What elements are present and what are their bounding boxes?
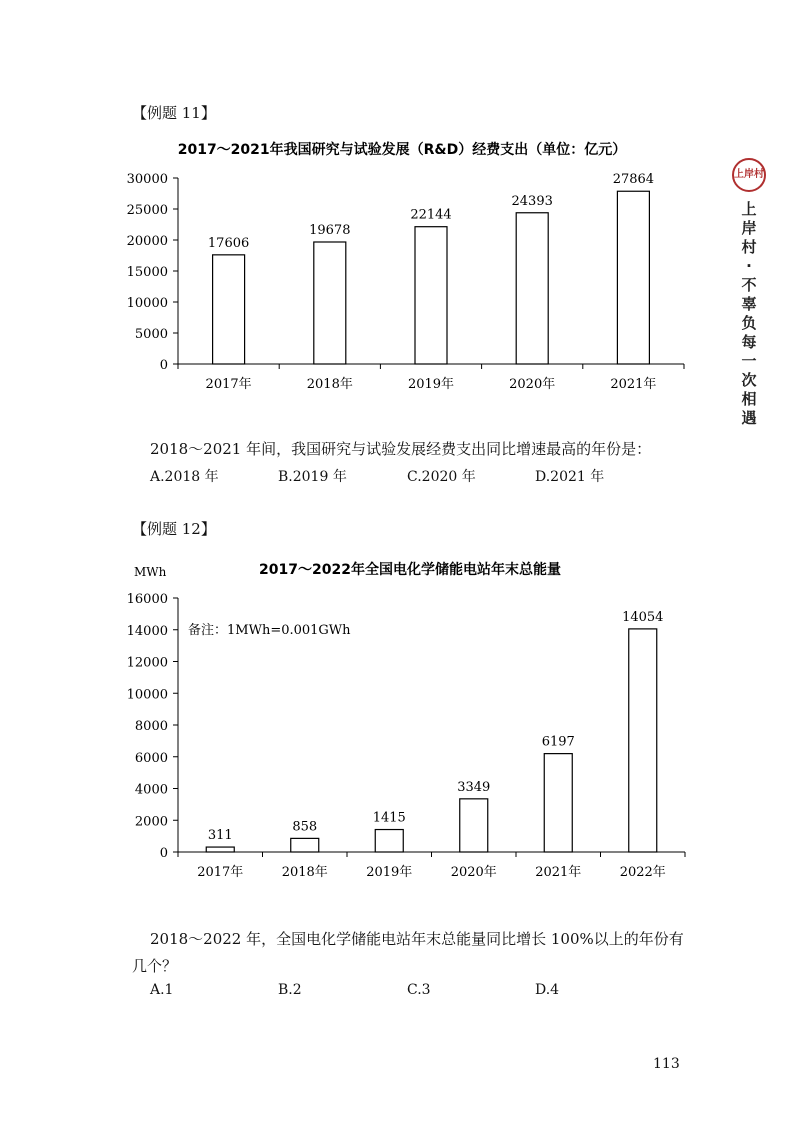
bar-value-label: 1415 bbox=[372, 810, 406, 826]
example-11-option-c[interactable]: C.2020 年 bbox=[407, 469, 476, 485]
bar-value-label: 27864 bbox=[612, 172, 655, 188]
y-tick-label: 2000 bbox=[134, 814, 168, 830]
bar-2020年 bbox=[460, 799, 488, 852]
bar-2018年 bbox=[291, 838, 319, 852]
y-tick-label: 12000 bbox=[126, 655, 168, 671]
bar-value-label: 3349 bbox=[457, 779, 491, 795]
example-12-option-c[interactable]: C.3 bbox=[407, 982, 431, 998]
x-category-label: 2021年 bbox=[610, 377, 657, 392]
bar-value-label: 19678 bbox=[309, 222, 351, 238]
rd-expenditure-chart bbox=[100, 132, 700, 404]
x-category-label: 2022年 bbox=[619, 865, 666, 880]
y-tick-label: 16000 bbox=[126, 592, 168, 607]
bar-2017年 bbox=[206, 847, 234, 852]
y-tick-label: 10000 bbox=[126, 687, 168, 703]
y-tick-label: 30000 bbox=[126, 172, 168, 187]
example-12-option-b[interactable]: B.2 bbox=[278, 982, 302, 998]
bar-2017年 bbox=[213, 255, 245, 364]
bar-2019年 bbox=[375, 830, 403, 852]
bar-value-label: 17606 bbox=[207, 235, 250, 251]
brand-sidebar bbox=[728, 158, 770, 428]
y-tick-label: 20000 bbox=[126, 234, 168, 249]
example-12-question-line2: 几个？ bbox=[132, 957, 178, 975]
x-category-label: 2021年 bbox=[535, 865, 582, 880]
bar-value-label: 858 bbox=[292, 819, 318, 835]
bar-2022年 bbox=[629, 629, 657, 852]
example-12-question-line1: 2018～2022 年，全国电化学储能电站年末总能量同比增长 100%以上的年份有 bbox=[150, 930, 684, 948]
brand-slogan: 上岸村·不辜负每一次相遇 bbox=[741, 200, 757, 427]
example-11-question: 2018～2021 年间，我国研究与试验发展经费支出同比增速最高的年份是： bbox=[150, 440, 652, 458]
energy-storage-chart bbox=[100, 552, 700, 884]
bar-value-label: 22144 bbox=[410, 207, 452, 223]
y-tick-label: 25000 bbox=[126, 203, 168, 218]
y-tick-label: 0 bbox=[159, 846, 168, 861]
x-category-label: 2018年 bbox=[281, 865, 328, 880]
chart1-title: 2017～2021年我国研究与试验发展（R&D）经费支出（单位：亿元） bbox=[177, 142, 627, 158]
example-11-label: 【例题 11】 bbox=[132, 104, 216, 122]
bar-2021年 bbox=[544, 754, 572, 852]
bar-2021年 bbox=[617, 191, 649, 364]
y-tick-label: 0 bbox=[159, 358, 168, 373]
example-12-label: 【例题 12】 bbox=[132, 520, 216, 538]
example-11-option-d[interactable]: D.2021 年 bbox=[535, 469, 605, 485]
x-category-label: 2019年 bbox=[407, 377, 455, 392]
chart2-unit: MWh bbox=[134, 565, 167, 579]
page-number: 113 bbox=[653, 1056, 680, 1072]
x-category-label: 2017年 bbox=[205, 377, 252, 392]
y-tick-label: 8000 bbox=[134, 719, 168, 734]
x-category-label: 2020年 bbox=[450, 865, 497, 880]
bar-value-label: 6197 bbox=[541, 734, 575, 750]
y-tick-label: 6000 bbox=[134, 750, 168, 766]
brand-seal-logo: 上岸村 bbox=[732, 158, 766, 192]
x-category-label: 2020年 bbox=[509, 377, 556, 392]
bar-2020年 bbox=[516, 213, 548, 364]
chart2-title: 2017～2022年全国电化学储能电站年末总能量 bbox=[259, 562, 561, 578]
x-category-label: 2019年 bbox=[366, 865, 413, 880]
example-12-option-d[interactable]: D.4 bbox=[535, 982, 560, 998]
x-category-label: 2017年 bbox=[197, 865, 244, 880]
y-tick-label: 5000 bbox=[134, 327, 168, 342]
y-tick-label: 4000 bbox=[134, 782, 168, 798]
bar-value-label: 24393 bbox=[511, 193, 553, 209]
x-category-label: 2018年 bbox=[306, 377, 353, 392]
chart2-note: 备注：1MWh=0.001GWh bbox=[188, 623, 351, 638]
bar-value-label: 311 bbox=[207, 828, 233, 844]
example-11-option-b[interactable]: B.2019 年 bbox=[278, 469, 347, 485]
example-12-option-a[interactable]: A.1 bbox=[150, 982, 174, 998]
bar-2019年 bbox=[415, 227, 447, 364]
y-tick-label: 10000 bbox=[126, 296, 168, 311]
example-11-option-a[interactable]: A.2018 年 bbox=[150, 469, 219, 485]
bar-value-label: 14054 bbox=[622, 609, 664, 625]
y-tick-label: 14000 bbox=[126, 623, 168, 639]
bar-2018年 bbox=[314, 242, 346, 364]
y-tick-label: 15000 bbox=[126, 265, 168, 280]
